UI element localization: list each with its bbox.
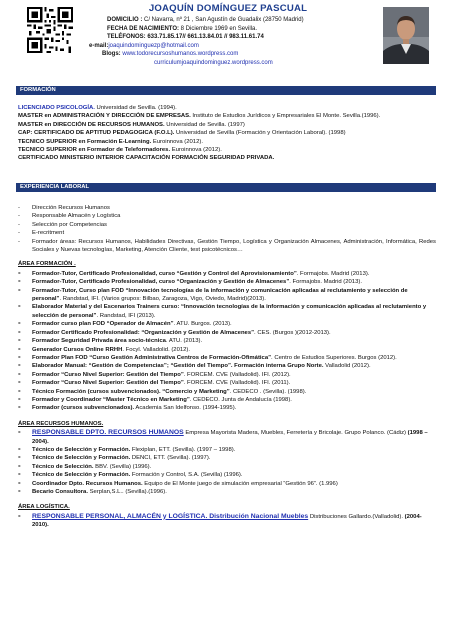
dash-icon: - (18, 267, 21, 277)
job-item-title: Formador-Tutor, Certificado Profesionalidad, curso “Organización y Gestión de Almacenes” (32, 279, 290, 286)
job-item-title: Formador-Tutor, Curso plan FOD “Innovación tecnologías de la información y comunicación aplicadas al reclutamiento y selección de personal” (32, 287, 408, 303)
address-line (107, 16, 378, 25)
job-item (18, 267, 436, 278)
birthdate-label: FECHA DE NACIMIENTO: (107, 25, 179, 32)
section-bar-formacion: FORMACIÓN (16, 86, 436, 95)
job-item-detail: . Formajobs. Madrid (2013). (289, 279, 362, 286)
job-item-detail: DENCI, ETT. (Sevilla). (1997). (130, 455, 211, 462)
experiencia-summary-item: - Formador áreas: Recursos Humanos, Habilidades Directivas, Gestión Tiempo, Logística y Organización Almacenes, Administración, Informática, Redes Sociales y Nuevas tecnologías, Marketing, Atención Cliente, test psicotécnicos… (18, 238, 436, 255)
blog-link-2[interactable]: curriculumjoaquindominguez.wordpress.com (154, 59, 273, 66)
logistica-lead-title: RESPONSABLE PERSONAL, ALMACÉN y LOGÍSTICA. Distribución Nacional Muebles (32, 512, 309, 520)
job-item-title: Formador “Curso Nivel Superior: Gestión del Tiempo” (32, 380, 184, 387)
qr-code-icon (27, 7, 73, 53)
rrhh-lead-item (18, 429, 436, 446)
dash-icon: - (18, 326, 21, 336)
address-value: C/ Navarra, nº 21 , San Agustín de Guadalix (28750 Madrid) (144, 17, 304, 23)
job-item (18, 471, 436, 479)
job-item (18, 284, 436, 304)
formacion-item (18, 129, 438, 137)
job-item-detail: . FORCEM. CVE (Valladolid). IFI. (2012). (183, 371, 291, 378)
job-item-title: Coordinador Dpto. Recursos Humanos. (32, 480, 143, 487)
phones-value: 633.71.85.17// 661.13.84.01 // 983.11.61.74 (147, 34, 264, 41)
job-item (18, 362, 436, 370)
job-item-detail: BBV. (Sevilla) (1996). (93, 463, 152, 470)
job-item (18, 477, 436, 488)
formacion-item-title: TECNICO SUPERIOR en Formador de Teleformadores. (18, 147, 171, 154)
job-item-title: Elaborador Manual: “Gestión de Competencias”; “Gestión del Tiempo”. Formación interna Grupo Norte. (32, 363, 324, 370)
dash-icon: - (18, 477, 21, 487)
blogs-line (102, 50, 378, 59)
job-item-detail: . FORCEM. CVE (Valladolid). IFI. (2011). (183, 380, 291, 387)
dash-icon: - (18, 402, 21, 412)
job-item-title: Formador (cursos subvencionados). (32, 405, 135, 412)
job-item-title: Formador Certificado Profesionalidad: “Organización y Gestión de Almacenes” (32, 329, 255, 336)
dash-icon: - (18, 460, 21, 470)
dash-icon: - (18, 284, 21, 294)
formacion-item-title: MASTER en DIRECCIÓN DE RECURSOS HUMANOS. (18, 121, 165, 128)
formacion-item-title: LICENCIADO PSICOLOGÍA. (18, 105, 95, 111)
address-label: DOMICILIO : (107, 17, 143, 23)
rrhh-lead-date: (1998 – 2004). (32, 430, 428, 445)
job-item (18, 303, 436, 320)
job-item (18, 443, 436, 454)
formacion-item (18, 146, 438, 154)
job-item-detail: Serplan,S.L.. (Sevilla).(1996). (87, 489, 167, 495)
dash-icon: - (18, 427, 21, 437)
job-item-detail: . CEDECO. Junta de Andalucía (1998). (189, 396, 292, 403)
dash-icon: - (18, 377, 21, 387)
dash-icon: - (18, 276, 21, 286)
dash-icon: - (18, 318, 21, 328)
job-item-title: Técnico de Selección y Formación. (32, 446, 131, 453)
rrhh-lead-title: RESPONSABLE DPTO. RECURSOS HUMANOS (32, 429, 184, 437)
job-item-detail: . Randstad, IFI. (Varios grupos: Bilbao, Zaragoza, Vigo, Oviedo, Madrid)(2013). (59, 296, 266, 303)
job-item-detail: . ATU. (2013). (165, 338, 203, 345)
job-item-detail: . Formajobs. Madrid (2013). (296, 270, 370, 277)
job-item-detail: Academia San Idelfonso. (1994-1995). (134, 405, 237, 412)
logistica-lead-date: (2004- 2010). (32, 513, 422, 529)
job-item (18, 393, 436, 404)
blogs-line-2 (107, 59, 378, 68)
job-item-title: Becario Consultora. (32, 489, 88, 495)
formacion-item-title: CAP: CERTIFICADO DE APTITUD PEDAGOGICA (F.O.L). (18, 130, 175, 137)
area-rrhh-list (18, 443, 436, 496)
job-item (18, 343, 436, 354)
dash-icon: - (18, 301, 21, 311)
job-item-detail: Valladolid (2012). (323, 363, 371, 370)
dash-icon: - (18, 335, 21, 345)
experiencia-summary-item: - Responsable Almacén y Logística (18, 212, 436, 220)
dash-icon: - (18, 486, 21, 495)
job-item (18, 460, 436, 471)
job-item-title: Elaborador Material y del Escenarios Trainers curso: “Innovación tecnologías de la información y comunicación aplicadas al reclutamiento y selección de personal” (32, 304, 427, 319)
phones-label: TELÉFONOS: (107, 34, 146, 41)
blogs-label: Blogs: (102, 51, 121, 58)
area-logistica-title: ÁREA LOGÍSTICA. (18, 504, 70, 511)
formacion-item-title: CERTIFICADO MINISTERIO INTERIOR CAPACITACIÓN FORMACIÓN SEGURIDAD PRIVADA. (18, 155, 275, 162)
formacion-item-detail: Euroinnova (2012). (151, 138, 203, 145)
job-item-title: Formador y Coordinador “Master Técnico en Marketing” (32, 396, 190, 403)
dash-icon: - (18, 443, 21, 453)
job-item-title: Técnico de Selección y Formación. (32, 455, 131, 462)
formacion-list (18, 104, 438, 163)
job-item-detail: Equipo de El Monte juego de simulación empresarial “Gestión 96”. (1.996) (142, 480, 338, 487)
job-item (18, 385, 436, 396)
area-rrhh-title: ÁREA RECURSOS HUMANOS. (18, 420, 104, 427)
job-item (18, 368, 436, 379)
formacion-item-title: MASTER en ADMINISTRACIÓN Y DIRECCIÓN DE EMPRESAS. (18, 113, 191, 120)
rrhh-lead-detail: Empresa Mayorista Madera, Muebles, Ferretería y Bricolaje. Grupo Polanco. (183, 430, 386, 437)
email-label: e-mail: (89, 42, 109, 49)
contact-header (78, 3, 378, 68)
formacion-item-title: TECNICO SUPERIOR en Formación E-Learning. (18, 138, 152, 145)
profile-photo (383, 7, 429, 64)
job-item-title: Técnico Formación (cursos subvencionados). “Comercio y Marketing” (32, 388, 230, 395)
formacion-item (18, 154, 438, 162)
job-item (18, 454, 436, 462)
dash-icon: - (18, 469, 21, 479)
experiencia-summary-list (18, 204, 436, 254)
job-item (18, 351, 436, 362)
dash-icon: - (18, 368, 21, 378)
dash-icon: - (18, 452, 21, 462)
job-item-detail: Formación y Control, S.A. (Sevilla) (1996). (130, 472, 243, 479)
birthdate-value: 8 Diciembre 1969 en Sevilla. (180, 25, 258, 32)
experiencia-summary-item: - Dirección Recursos Humanos (18, 204, 436, 212)
area-formacion-list (18, 267, 436, 413)
formacion-item-detail: Universidad de Sevilla (Formación y Orientación Laboral). (1998) (174, 130, 346, 137)
dash-icon: - (18, 343, 21, 353)
job-item-title: Técnico de Selección y Formación. (32, 472, 131, 479)
logistica-lead-detail: Distribuciones Gallardo.(Valladolid). (308, 513, 404, 520)
formacion-item (18, 138, 438, 146)
job-item-title: Generador Cursos Online RRHH (32, 346, 123, 353)
dash-icon: - (18, 510, 21, 520)
dash-icon: - (18, 393, 21, 403)
job-item-detail: Flexiplan, ETT. (Sevilla). (1997 – 1998). (130, 446, 236, 453)
formacion-item-detail: Universidad de Sevilla. (1994). (94, 105, 177, 111)
job-item-title: Formador Plan FOD “Curso Gestión Administrativa Centros de Formación-Ofimática” (32, 354, 272, 361)
job-item (18, 404, 436, 412)
job-item-title: Formador curso plan FOD “Operador de Almacén” (32, 321, 174, 328)
logistica-lead-item (18, 510, 436, 530)
formacion-item-detail: Euroinnova (2012). (170, 147, 222, 154)
formacion-item (18, 121, 438, 129)
experiencia-summary-item: - Selección por Competencias (18, 221, 436, 229)
job-item-detail: . CEDECO . (Sevilla). (1998). (229, 388, 307, 395)
job-item-detail: . CES. (Burgos )(2012-2013). (254, 329, 331, 336)
formacion-item (18, 104, 438, 112)
section-bar-experiencia: EXPERIENCIA LABORAL (16, 183, 436, 192)
job-item-title: Formador “Curso Nivel Superior: Gestión del Tiempo” (32, 371, 184, 378)
job-item (18, 320, 436, 328)
experiencia-summary-item: - E-recritment (18, 229, 436, 237)
job-item (18, 337, 436, 345)
job-item (18, 488, 436, 496)
blog-link-1[interactable]: www.todorecursoshumanos.wordpress.com (122, 51, 239, 58)
formacion-item-detail: Instituto de Estudios Jurídicos y Empresariales El Monte. Sevilla.(1996). (190, 113, 381, 120)
job-item (18, 379, 436, 387)
email-line (89, 42, 378, 51)
job-item-title: Formador Seguridad Privada área socio-técnica (32, 338, 166, 345)
area-formacion-title: ÁREA FORMACIÓN . (18, 261, 76, 268)
formacion-item (18, 112, 438, 120)
birthdate-line (107, 25, 378, 34)
dash-icon: - (18, 360, 21, 370)
job-item-detail: . Focyl. Valladolid. (2012). (122, 346, 191, 353)
full-name: JOAQUÍN DOMÍNGUEZ PASCUAL (148, 3, 308, 14)
job-item-title: Formador-Tutor, Certificado Profesionalidad, curso “Gestión y Control del Aprovisionamiento” (32, 270, 297, 277)
job-item (18, 278, 436, 286)
email-link[interactable]: joaquindominguezp@hotmail.com (108, 42, 199, 49)
formacion-item-detail: Universidad de Sevilla. (1997) (164, 121, 245, 128)
phones-line (107, 33, 378, 42)
job-item (18, 326, 436, 337)
job-item-detail: . Randstad, IFI (2013). (96, 312, 156, 319)
rrhh-lead-place: (Cádiz) (387, 430, 408, 437)
job-item-detail: . ATU. Burgos. (2013). (173, 321, 232, 328)
dash-icon: - (18, 351, 21, 361)
dash-icon: - (18, 385, 21, 395)
job-item-title: Técnico de Selección. (32, 463, 94, 470)
experiencia-block (18, 204, 436, 530)
job-item-detail: . Centro de Estudios Superiores. Burgos (2012). (271, 354, 397, 361)
